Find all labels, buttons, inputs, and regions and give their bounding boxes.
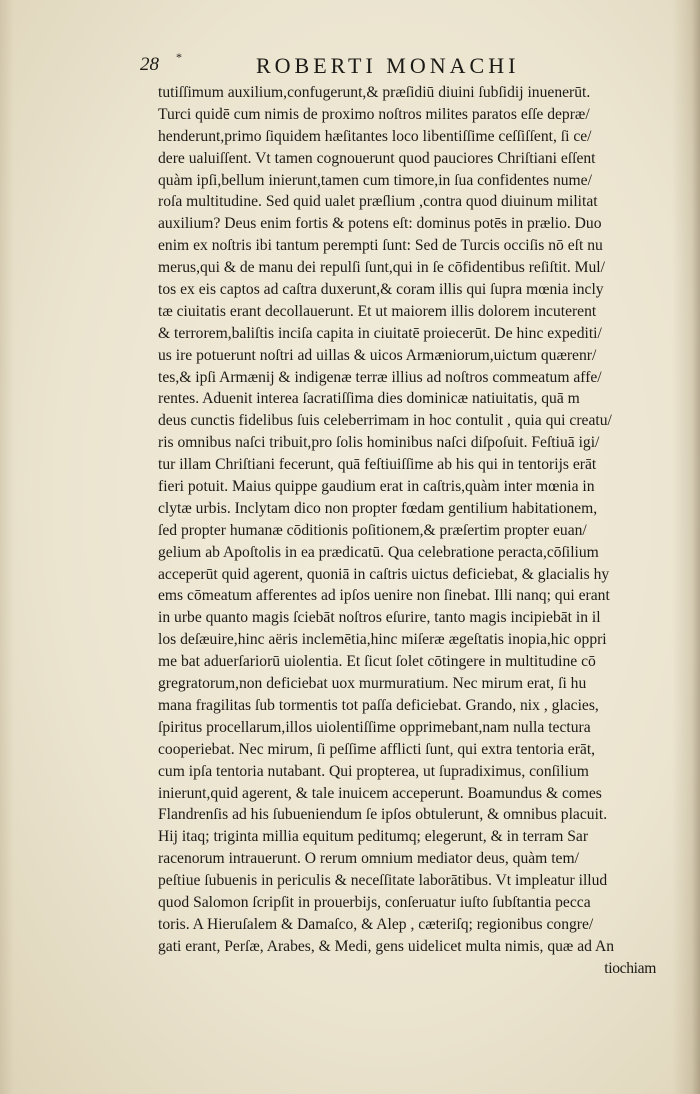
text-line: ſpiritus procellarum,illos uiolentiſſime opprimebant,nam nulla tectura	[158, 718, 591, 736]
text-line: tes,& ipſi Armænij & indigenæ terræ illius ad noſtros commeatum affe/	[158, 368, 602, 386]
text-line: & terrorem,baliſtis inciſa capita in ciuitatē proiecerūt. De hinc expediti/	[158, 324, 602, 342]
page-shadow-left	[0, 0, 14, 1094]
text-line: los deſæuire,hinc aëris inclemētia,hinc miſeræ ægeſtatis inopia,hic oppri	[158, 631, 607, 649]
text-line: tos ex eis captos ad caſtra duxerunt,& coram illis qui ſupra mœnia incly	[158, 281, 604, 299]
text-line: gelium ab Apoſtolis in ea prædicatū. Qua celebratione peracta,cōſilium	[158, 543, 599, 561]
text-line: merus,qui & de manu dei repulſi ſunt,qui in ſe cōfidentibus reſiſtit. Mul/	[158, 259, 605, 277]
text-line: tæ ciuitatis erant decollauerunt. Et ut maiorem illis dolorem incuterent	[158, 302, 597, 320]
text-line: Flandrenſis ad his ſubueniendum ſe ipſos obtulerunt, & omnibus placuit.	[158, 806, 608, 824]
text-line: deus cunctis fidelibus ſuis celeberrimam in hoc contulit , quia qui creatu/	[158, 412, 612, 430]
text-line: rentes. Aduenit interea ſacratiſſima dies dominicæ natiuitatis, quā m	[158, 390, 580, 408]
page-shadow-right	[672, 0, 700, 1094]
text-line: ems cōmeatum afferentes ad ipſos uenire non ſinebat. Illi nanq; qui erant	[158, 587, 610, 605]
text-line: quod Salomon ſcripſit in prouerbijs, conſeruatur iuſto ſubſtantia pecca	[158, 893, 591, 911]
text-line: clytæ urbis. Inclytam dico non propter fœdam gentilium habitationem,	[158, 499, 598, 517]
text-line: us ire potuerunt noſtri ad uillas & uicos Armæniorum,uictum quærenr/	[158, 346, 597, 364]
text-line: ris omnibus naſci tribuit,pro ſolis hominibus naſci diſpoſuit. Feſtiuā igi/	[158, 434, 600, 452]
text-line: Turci quidē cum nimis de proximo noſtros milites paratos eſſe depræ/	[158, 105, 590, 123]
text-line: cum ipſa tentoria nutabant. Qui propterea, ut ſupradiximus, conſilium	[158, 762, 589, 780]
text-line: quàm ipſi,bellum inierunt,tamen cum timore,in ſua confidentes nume/	[158, 171, 592, 189]
text-line: mana fragilitas ſub tormentis tot paſſa deficiebat. Grando, nix , glacies,	[158, 696, 599, 714]
text-line: gregratorum,non deficiebat uox murmuratium. Nec mirum erat, ſi hu	[158, 675, 587, 693]
text-line: tur illam Chriſtiani fecerunt, quā feſtiuiſſime ab his qui in tentorijs erāt	[158, 456, 597, 474]
text-line: me bat aduerſariorū uiolentia. Et ſicut ſolet cōtingere in multitudine cō	[158, 653, 596, 671]
text-line: gati erant, Perſæ, Arabes, & Medi, gens uidelicet multa nimis, quæ ad An	[158, 937, 615, 955]
text-line: enim ex noſtris ibi tantum perempti ſunt: Sed de Turcis occiſis nō eſt nu	[158, 237, 603, 255]
ornament-mark: *	[176, 50, 182, 64]
text-line: racenorum intrauerunt. O rerum omnium mediator deus, quàm tem/	[158, 850, 579, 868]
text-block	[158, 82, 656, 980]
text-line: peſtiue ſubuenis in periculis & neceſſitate laborātibus. Vt impleatur illud	[158, 872, 608, 890]
text-line: ſed propter humanæ cōditionis poſitionem,& præſertim propter euan/	[158, 521, 587, 539]
text-line: fieri potuit. Maius quippe gaudium erat in caſtris,quàm inter mœnia in	[158, 478, 595, 496]
text-line: auxilium? Deus enim fortis & potens eſt: dominus potēs in prælio. Duo	[158, 215, 602, 233]
text-line: henderunt,primo ſiquidem hæſitantes loco libentiſſime ceſſiſſent, ſi ce/	[158, 127, 592, 145]
text-line: dere ualuiſſent. Vt tamen cognouerunt quod pauciores Chriſtiani eſſent	[158, 149, 596, 167]
running-head: ROBERTI MONACHI	[256, 53, 520, 78]
text-line: roſa multitudine. Sed quid ualet præſlium ,contra quod diuinum militat	[158, 193, 598, 211]
text-line: inierunt,quid agerent, & tale inuicem acceperunt. Boamundus & comes	[158, 784, 602, 802]
page-number: 28	[140, 54, 159, 75]
text-line: in urbe quanto magis ſciebāt noſtros eſurire, tanto magis incipiebāt in il	[158, 609, 601, 627]
page-header	[140, 50, 680, 84]
text-line: toris. A Hieruſalem & Damaſco, & Alep , cæteriſq; regionibus congre/	[158, 915, 594, 933]
catchword: tiochiam	[604, 959, 656, 977]
text-line: tutiſſimum auxilium,confugerunt,& præſidiū diuini ſubſidij inuenerūt.	[158, 84, 591, 101]
text-line: cooperiebat. Nec mirum, ſi peſſime afflicti ſunt, qui extra tentoria erāt,	[158, 740, 596, 758]
text-line: acceperūt quid agerent, quoniā in caſtris uictus deficiebat, & glacialis hy	[158, 565, 610, 583]
text-line: Hij itaq; triginta millia equitum peditumq; elegerunt, & in terram Sar	[158, 828, 589, 846]
